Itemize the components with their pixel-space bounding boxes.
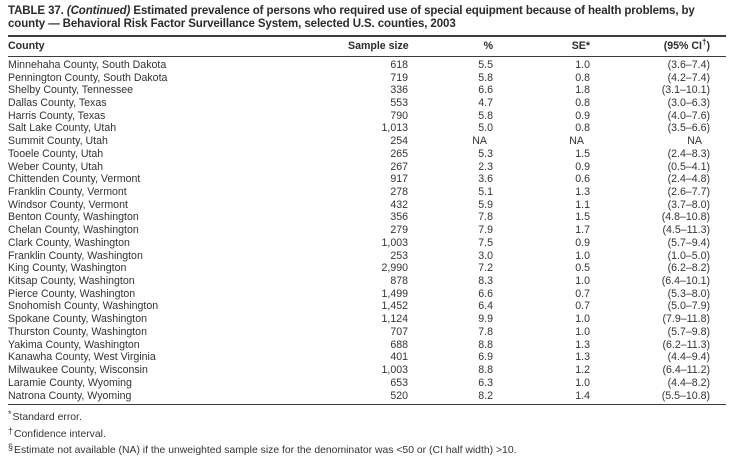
cell-sample: 719 — [390, 71, 408, 84]
cell-sample: 688 — [390, 338, 408, 351]
cell-pct: 7.5 — [478, 236, 493, 249]
footnote — [8, 441, 726, 458]
table-header — [8, 36, 726, 57]
cell-county: Tooele County, Utah — [8, 147, 104, 160]
table-row — [8, 237, 726, 250]
cell-se: NA — [569, 135, 584, 148]
cell-sample: 1,452 — [381, 300, 408, 313]
cell-pct: 8.3 — [478, 275, 493, 288]
cell-county: Snohomish County, Washington — [8, 300, 159, 313]
cell-pct: 7.8 — [478, 211, 493, 224]
cell-pct: 6.9 — [478, 351, 493, 364]
cell-se: 1.3 — [575, 186, 590, 198]
cell-ci: (7.9–11.8) — [662, 313, 710, 326]
cell-se: 1.3 — [575, 351, 590, 364]
cell-ci: (5.0–7.9) — [667, 300, 710, 313]
footnote-marker: § — [8, 442, 14, 453]
cell-sample: 707 — [390, 325, 408, 338]
cell-ci: (1.0–5.0) — [667, 249, 710, 262]
cell-sample: 267 — [390, 160, 408, 173]
cell-se: 0.7 — [575, 287, 590, 300]
cell-se: 0.8 — [575, 71, 590, 84]
cell-county: Yakima County, Washington — [8, 338, 140, 351]
table-row — [8, 275, 726, 288]
cell-ci: (2.4–8.3) — [667, 147, 710, 160]
cell-county: Clark County, Washington — [8, 236, 130, 249]
cell-county: Harris County, Texas — [8, 109, 106, 122]
col-header-county: County — [8, 36, 348, 57]
cell-se: 1.5 — [575, 211, 590, 224]
table-row — [8, 339, 726, 352]
cell-county: Windsor County, Vermont — [8, 198, 128, 211]
cell-county: Franklin County, Washington — [8, 249, 143, 262]
table-row — [8, 135, 726, 148]
cell-pct: 5.9 — [478, 198, 493, 211]
cell-sample: 553 — [390, 96, 408, 109]
cell-ci: (5.5–10.8) — [590, 390, 726, 405]
cell-sample: 254 — [390, 135, 408, 148]
cell-county: Pennington County, South Dakota — [8, 71, 168, 84]
table-row — [8, 300, 726, 313]
table-row — [8, 122, 726, 135]
table-row — [8, 326, 726, 339]
ci-header-text: (95% CI — [663, 39, 703, 52]
table-row — [8, 250, 726, 263]
cell-pct: 4.7 — [478, 96, 493, 109]
cell-se: 1.8 — [575, 84, 590, 97]
cell-se: 1.3 — [575, 338, 590, 351]
cell-sample: 279 — [390, 224, 408, 237]
cell-sample: 2,990 — [381, 262, 408, 275]
cell-pct: 6.3 — [478, 376, 493, 389]
cell-pct: 6.6 — [478, 84, 493, 97]
cell-pct: 5.3 — [478, 147, 493, 160]
cell-ci: (3.0–6.3) — [667, 96, 710, 109]
cell-pct: 6.4 — [478, 300, 493, 313]
cell-pct: 2.3 — [478, 160, 493, 173]
cell-county: Franklin County, Vermont — [8, 186, 127, 198]
table-title-label: TABLE 37. — [8, 5, 64, 17]
cell-se: 1.5 — [575, 147, 590, 160]
cell-se: 1.7 — [575, 224, 590, 237]
cell-se: 0.9 — [575, 236, 590, 249]
cell-se: 0.8 — [575, 122, 590, 135]
cell-county: Spokane County, Washington — [8, 313, 147, 326]
footnote-marker: * — [8, 409, 12, 420]
cell-sample: 356 — [390, 211, 408, 224]
table-row — [8, 390, 726, 405]
table-row — [8, 364, 726, 377]
cell-se: 0.6 — [575, 173, 590, 186]
table-row — [8, 377, 726, 390]
table-row — [8, 72, 726, 85]
cell-ci: (6.2–8.2) — [667, 262, 710, 275]
cell-pct: 6.6 — [478, 287, 493, 300]
cell-sample: 1,003 — [381, 236, 408, 249]
cell-sample: 432 — [390, 198, 408, 211]
table-title — [8, 5, 726, 32]
cell-county: Kanawha County, West Virginia — [8, 351, 156, 364]
cell-sample: 336 — [390, 84, 408, 97]
cell-ci: (2.6–7.7) — [667, 186, 710, 198]
footnote-text: Estimate not available (NA) if the unweighted sample size for the denominator was <50 or (CI half width) >10. — [14, 445, 517, 457]
table-title-text: Estimated prevalence of persons who required use of special equipment because of health problems, by county — Behavioral Risk Factor Surveillance System, selected U.S. counties, 2003 — [8, 5, 695, 31]
prevalence-table — [8, 35, 726, 405]
cell-county: Thurston County, Washington — [8, 325, 147, 338]
cell-ci: (4.0–7.6) — [667, 109, 710, 122]
cell-se: 0.8 — [575, 96, 590, 109]
cell-county: Summit County, Utah — [8, 135, 108, 148]
cell-county: Pierce County, Washington — [8, 287, 136, 300]
cell-county: Milwaukee County, Wisconsin — [8, 364, 148, 377]
cell-se: 0.9 — [575, 160, 590, 173]
cell-county: Chelan County, Washington — [8, 224, 139, 237]
cell-se: 1.1 — [575, 198, 590, 211]
table-row — [8, 224, 726, 237]
col-header-se: SE* — [493, 36, 590, 57]
cell-ci: (6.2–11.3) — [662, 338, 710, 351]
table-row — [8, 56, 726, 71]
cell-ci: (4.4–8.2) — [667, 376, 710, 389]
cell-pct: 8.2 — [408, 390, 493, 405]
table-row — [8, 199, 726, 212]
cell-ci: (4.5–11.3) — [662, 224, 710, 237]
cell-sample: 790 — [390, 109, 408, 122]
cell-ci: (6.4–10.1) — [661, 275, 710, 288]
cell-pct: 5.5 — [478, 58, 493, 71]
cell-ci: (5.7–9.4) — [667, 236, 710, 249]
cell-pct: NA — [472, 135, 487, 148]
table-row — [8, 351, 726, 364]
table-row — [8, 148, 726, 161]
cell-pct: 7.2 — [478, 262, 493, 275]
cell-se: 1.4 — [493, 390, 590, 405]
table-row — [8, 186, 726, 199]
cell-county: King County, Washington — [8, 262, 127, 275]
cell-county: Benton County, Washington — [8, 211, 139, 224]
cell-ci: NA — [687, 135, 702, 148]
cell-pct: 9.9 — [478, 313, 493, 326]
cell-pct: 5.1 — [478, 186, 493, 198]
footnote — [8, 408, 726, 425]
cell-ci: (2.4–4.8) — [667, 173, 710, 186]
cell-pct: 8.8 — [478, 364, 493, 377]
cell-ci: (5.7–9.8) — [667, 325, 710, 338]
table-row — [8, 313, 726, 326]
cell-se: 0.5 — [575, 262, 590, 275]
cell-se: 1.0 — [575, 325, 590, 338]
dagger-superscript: † — [702, 37, 707, 47]
cell-pct: 3.6 — [478, 173, 493, 186]
cell-pct: 7.9 — [478, 224, 493, 237]
table-row — [8, 84, 726, 97]
cell-ci: (4.8–10.8) — [661, 211, 710, 224]
cell-sample: 618 — [390, 58, 408, 71]
cell-sample: 1,003 — [381, 364, 408, 377]
cell-county: Natrona County, Wyoming — [8, 390, 348, 405]
cell-county: Minnehaha County, South Dakota — [8, 58, 167, 71]
cell-pct: 7.8 — [478, 325, 493, 338]
cell-county: Salt Lake County, Utah — [8, 122, 117, 135]
cell-county: Kitsap County, Washington — [8, 275, 135, 288]
cell-ci: (4.2–7.4) — [667, 71, 710, 84]
cell-se: 1.2 — [575, 364, 590, 377]
cell-ci: (3.7–8.0) — [667, 198, 710, 211]
table-row — [8, 262, 726, 275]
cell-county: Dallas County, Texas — [8, 96, 107, 109]
table-row — [8, 161, 726, 174]
cell-ci: (6.4–11.2) — [662, 364, 710, 377]
cell-se: 1.0 — [575, 376, 590, 389]
cell-county: Laramie County, Wyoming — [8, 376, 132, 389]
cell-sample: 278 — [390, 186, 408, 198]
cell-sample: 1,013 — [381, 122, 408, 135]
table-row — [8, 97, 726, 110]
footnote — [8, 425, 726, 442]
cell-county: Weber County, Utah — [8, 160, 103, 173]
cell-ci: (3.1–10.1) — [661, 84, 710, 97]
cell-se: 1.0 — [575, 58, 590, 71]
table-row — [8, 173, 726, 186]
cell-se: 1.0 — [575, 313, 590, 326]
cell-sample: 1,499 — [381, 287, 408, 300]
col-header-percent: % — [408, 36, 493, 57]
table-body — [8, 56, 726, 404]
table-title-continued: (Continued) — [66, 5, 131, 17]
cell-sample: 878 — [390, 275, 408, 288]
cell-county: Chittenden County, Vermont — [8, 173, 141, 186]
cell-ci: (3.5–6.6) — [667, 122, 710, 135]
cell-ci: (4.4–9.4) — [667, 351, 710, 364]
col-header-ci — [590, 36, 726, 57]
cell-se: 1.0 — [575, 275, 590, 288]
col-header-sample-size: Sample size — [348, 36, 408, 57]
cell-se: 0.9 — [575, 109, 590, 122]
cell-sample: 401 — [390, 351, 408, 364]
cell-sample: 253 — [390, 249, 408, 262]
cell-sample: 917 — [390, 173, 408, 186]
footnote-marker: † — [8, 425, 14, 436]
cell-sample: 1,124 — [381, 313, 408, 326]
table-row — [8, 110, 726, 123]
cell-pct: 3.0 — [478, 249, 493, 262]
cell-pct: 5.0 — [478, 122, 493, 135]
cell-sample: 653 — [390, 376, 408, 389]
ci-header-close-paren: ) — [706, 39, 710, 52]
cell-sample: 265 — [390, 147, 408, 160]
table-row — [8, 288, 726, 301]
table-header-row — [8, 36, 726, 57]
table-row — [8, 211, 726, 224]
cell-county: Shelby County, Tennessee — [8, 84, 134, 97]
cell-ci: (5.3–8.0) — [667, 287, 710, 300]
cell-se: 1.0 — [575, 249, 590, 262]
cell-pct: 5.8 — [478, 71, 493, 84]
cell-sample: 520 — [348, 390, 408, 405]
footnote-text: Standard error. — [12, 412, 82, 424]
cell-pct: 5.8 — [478, 109, 493, 122]
footnote-text: Confidence interval. — [14, 428, 106, 440]
footnotes — [8, 408, 726, 458]
cell-ci: (0.5–4.1) — [667, 160, 710, 173]
cell-pct: 8.8 — [478, 338, 493, 351]
cell-se: 0.7 — [575, 300, 590, 313]
cell-ci: (3.6–7.4) — [667, 58, 710, 71]
